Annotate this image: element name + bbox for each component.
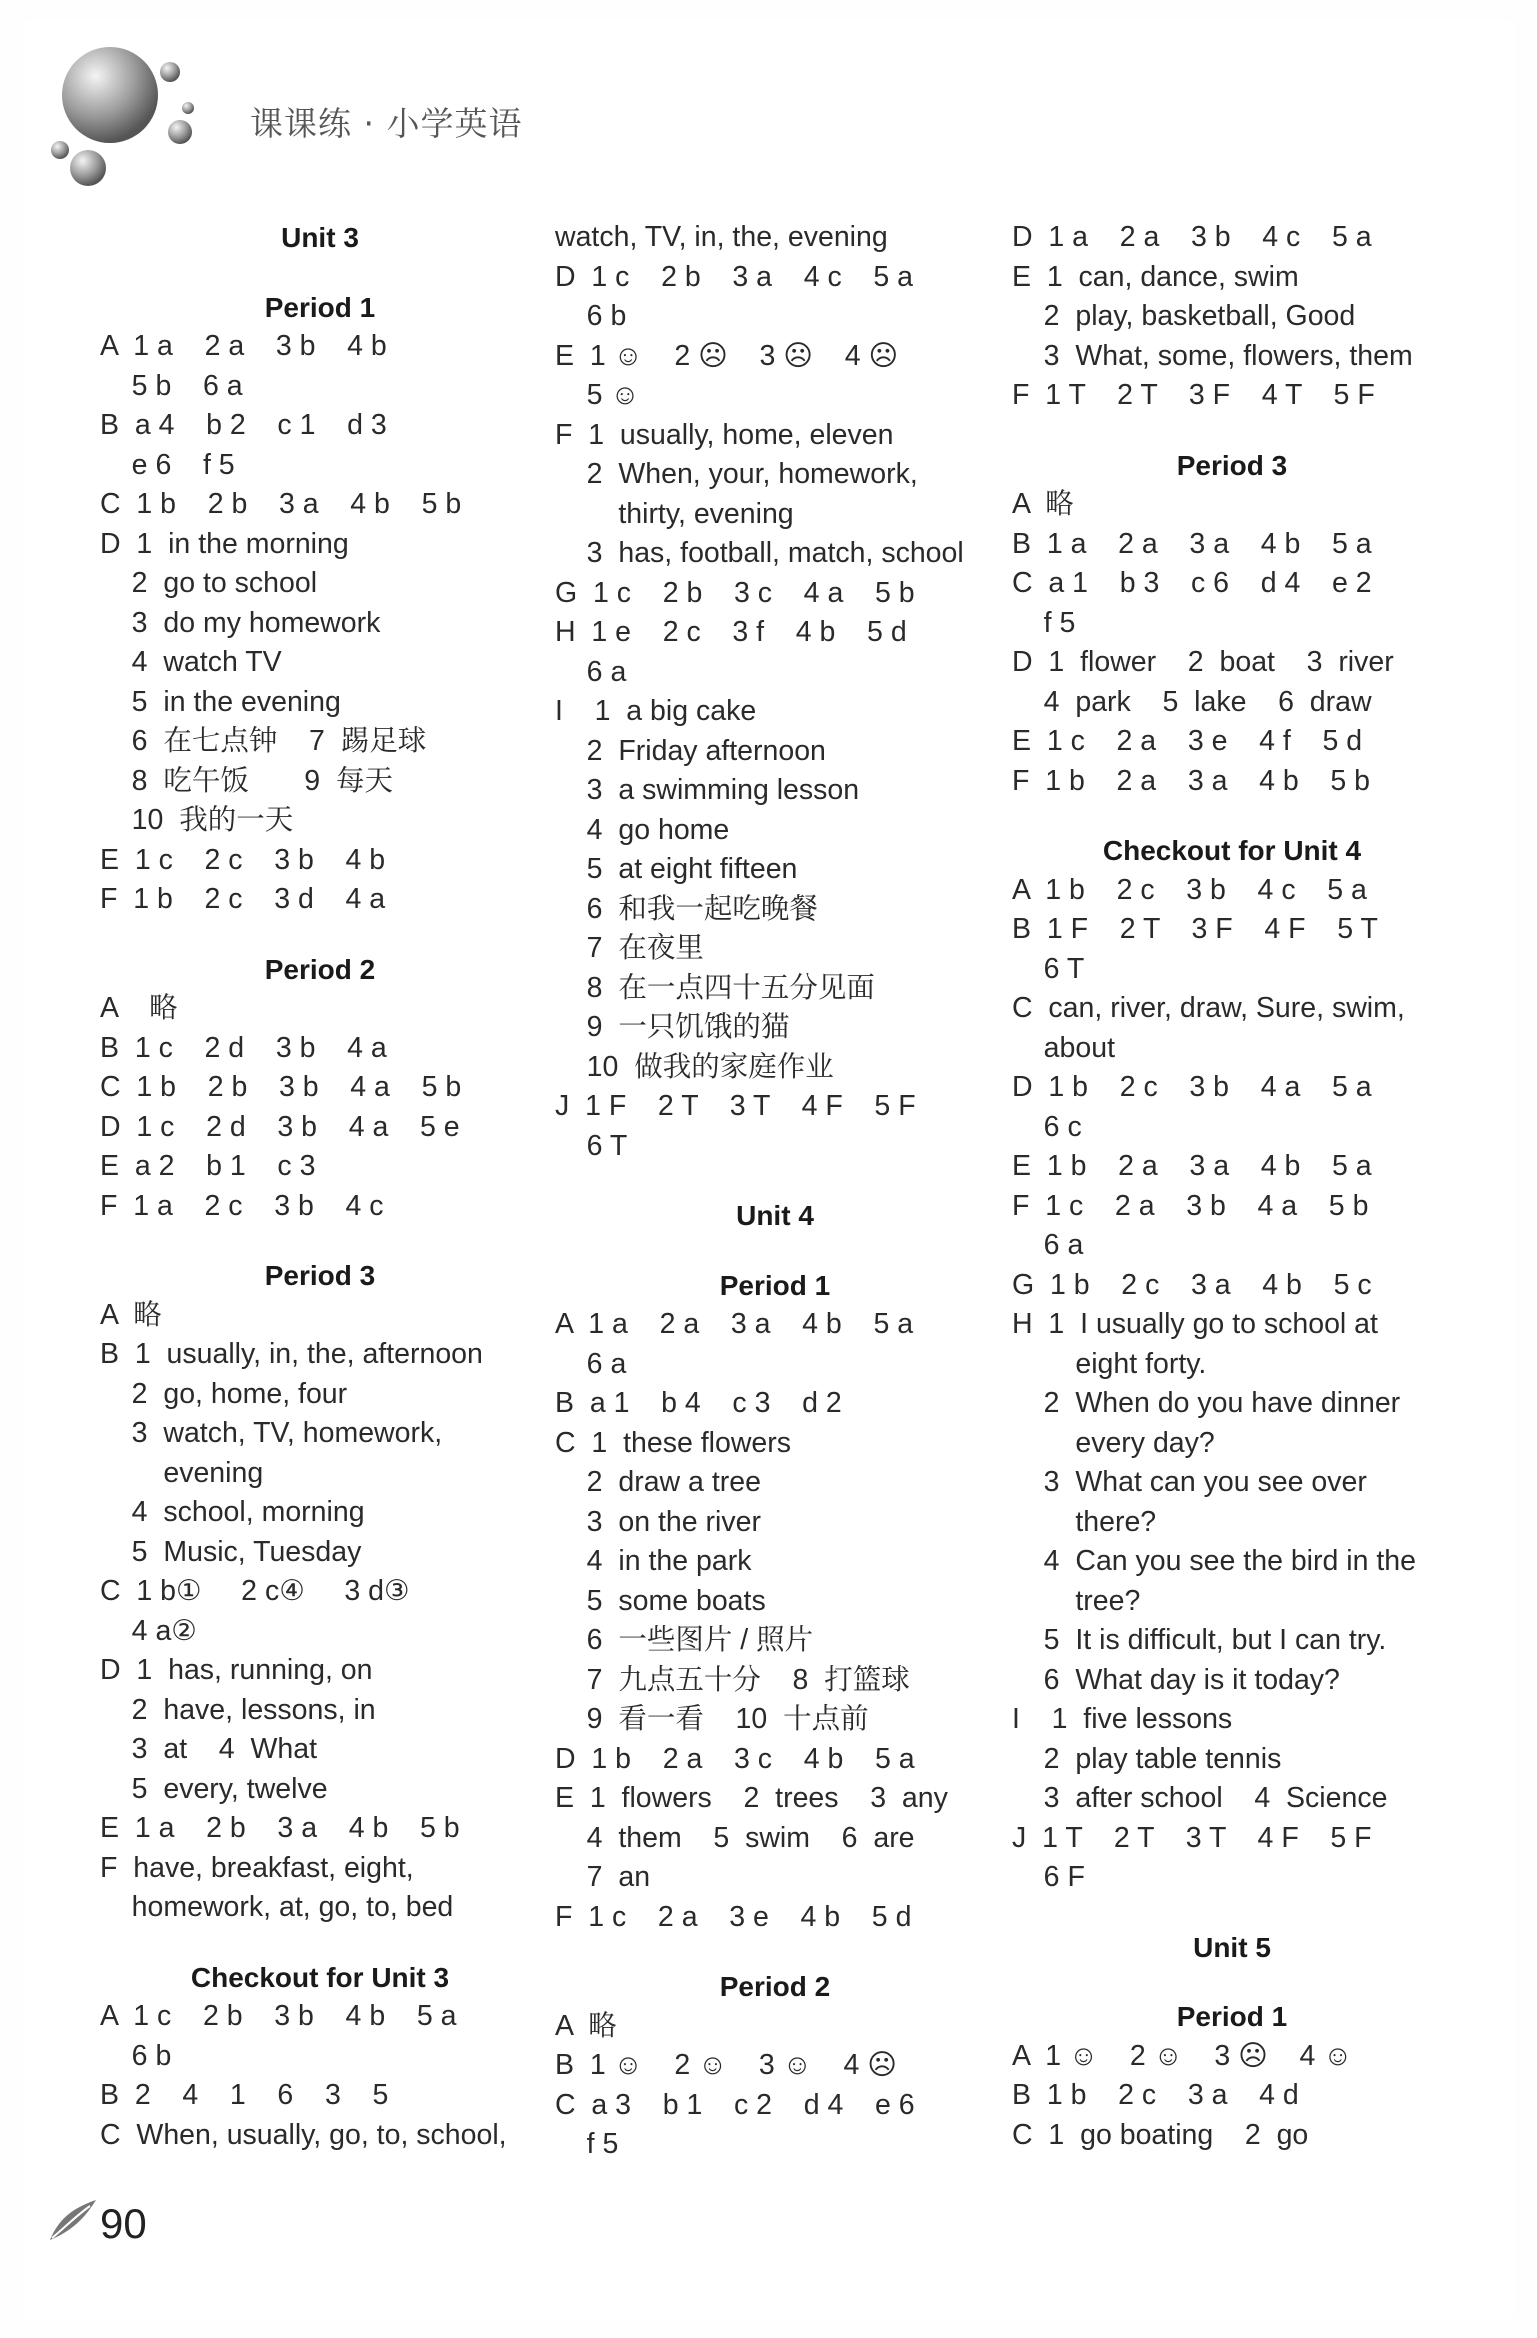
answer-line: E 1 can, dance, swim	[1012, 260, 1299, 293]
answer-line: C 1 b 2 b 3 a 4 b 5 b	[100, 488, 462, 520]
answer-line: 4 in the park	[555, 1545, 752, 1577]
section-heading: Period 2	[264, 953, 376, 985]
answer-line: B a 4 b 2 c 1 d 3	[100, 409, 387, 441]
answer-line: D 1 flower 2 boat 3 river	[1012, 646, 1394, 678]
answer-line: 6 T	[555, 1129, 628, 1162]
answer-line: 9 看一看 10 十点前	[555, 1703, 869, 1735]
answer-line: 6 和我一起吃晚餐	[555, 892, 818, 925]
section-gap	[1012, 416, 1452, 446]
answer-line: A 略	[555, 2009, 617, 2042]
section-gap	[100, 920, 540, 950]
answer-line: D 1 in the morning	[100, 527, 349, 560]
answer-line: thirty, evening	[555, 497, 794, 530]
answer-line: eight forty.	[1012, 1347, 1207, 1380]
answer-line: F 1 c 2 a 3 b 4 a 5 b	[1012, 1189, 1369, 1222]
answer-line: 2 go, home, four	[100, 1377, 348, 1410]
answer-line: C When, usually, go, to, school,	[100, 2118, 507, 2151]
page-number: 90	[100, 2200, 147, 2247]
answer-line: 6 在七点钟 7 踢足球	[100, 725, 427, 757]
answer-line: 6 What day is it today?	[1012, 1663, 1340, 1696]
answer-line: 7 九点五十分 8 打篮球	[555, 1663, 910, 1696]
section-gap	[1012, 801, 1452, 831]
answer-line: B 1 ☺ 2 ☺ 3 ☺ 4 ☹	[555, 2049, 897, 2081]
answer-line: 2 play table tennis	[1012, 1742, 1282, 1775]
answer-line: E 1 a 2 b 3 a 4 b 5 b	[100, 1812, 460, 1844]
answer-line: A 1 c 2 b 3 b 4 b 5 a	[100, 2000, 457, 2032]
answer-line: H 1 e 2 c 3 f 4 b 5 d	[555, 616, 907, 648]
answer-line: about	[1012, 1031, 1115, 1064]
section-gap	[100, 1928, 540, 1958]
answer-line: 2 When do you have dinner	[1012, 1387, 1401, 1419]
answer-line: A 1 a 2 a 3 a 4 b 5 a	[555, 1308, 914, 1340]
answer-line: D 1 b 2 a 3 c 4 b 5 a	[555, 1742, 915, 1775]
answer-line: 5 at eight fifteen	[555, 853, 798, 885]
answer-line: 4 Can you see the bird in the	[1012, 1545, 1416, 1577]
answer-line: B 2 4 1 6 3 5	[100, 2079, 389, 2111]
leaf-icon	[46, 2190, 102, 2246]
bubbles-decoration	[30, 40, 210, 200]
answer-line: F 1 b 2 c 3 d 4 a	[100, 883, 386, 915]
answer-line: E 1 flowers 2 trees 3 any	[555, 1782, 948, 1814]
section-gap	[1012, 1967, 1452, 1997]
answer-line: 3 do my homework	[100, 606, 381, 639]
answer-line: F 1 T 2 T 3 F 4 T 5 F	[1012, 379, 1375, 411]
answer-line: E 1 ☺ 2 ☹ 3 ☹ 4 ☹	[555, 339, 899, 372]
answer-line: tree?	[1012, 1584, 1141, 1617]
answer-line: D 1 c 2 b 3 a 4 c 5 a	[555, 260, 914, 293]
answer-line: 4 them 5 swim 6 are	[555, 1821, 915, 1854]
section-heading: Unit 3	[281, 222, 359, 253]
section-heading: Unit 4	[736, 1200, 814, 1231]
answer-line: 6 b	[555, 300, 627, 332]
answer-line: homework, at, go, to, bed	[100, 1891, 454, 1923]
answer-line: 4 go home	[555, 813, 730, 846]
answer-line: evening	[100, 1456, 264, 1489]
answer-line: 3 a swimming lesson	[555, 774, 860, 806]
answer-line: E 1 c 2 c 3 b 4 b	[100, 843, 386, 876]
answer-line: D 1 a 2 a 3 b 4 c 5 a	[1012, 221, 1372, 253]
answer-line: 6 T	[1012, 952, 1085, 985]
answer-line: 7 an	[555, 1861, 651, 1893]
answer-line: I 1 five lessons	[1012, 1703, 1233, 1735]
answer-line: 2 When, your, homework,	[555, 458, 918, 490]
answer-line: H 1 I usually go to school at	[1012, 1308, 1378, 1340]
answer-line: A 略	[100, 992, 178, 1024]
answer-line: 3 What, some, flowers, them	[1012, 339, 1413, 372]
answer-column-3	[1012, 218, 1452, 2155]
answer-line: A 1 a 2 a 3 b 4 b	[100, 330, 387, 362]
answer-column-2	[555, 218, 995, 2165]
answer-line: 5 It is difficult, but I can try.	[1012, 1624, 1387, 1656]
answer-line: D 1 c 2 d 3 b 4 a 5 e	[100, 1110, 460, 1143]
answer-line: A 略	[1012, 488, 1074, 520]
section-heading: Period 1	[1176, 2001, 1288, 2032]
section-heading: Unit 5	[1193, 1931, 1271, 1963]
answer-line: D 1 has, running, on	[100, 1654, 373, 1686]
section-gap	[555, 1166, 995, 1196]
answer-line: 10 做我的家庭作业	[555, 1050, 834, 1083]
answer-line: B 1 a 2 a 3 a 4 b 5 a	[1012, 527, 1372, 560]
section-gap	[1012, 1898, 1452, 1928]
book-title: 课课练 · 小学英语	[250, 104, 523, 143]
section-heading: Checkout for Unit 3	[190, 1961, 450, 1993]
answer-line: A 1 ☺ 2 ☺ 3 ☹ 4 ☺	[1012, 2039, 1353, 2072]
answer-line: 2 draw a tree	[555, 1466, 761, 1498]
answer-line: F 1 c 2 a 3 e 4 b 5 d	[555, 1900, 912, 1933]
answer-line: A 略	[100, 1298, 162, 1331]
answer-line: E 1 b 2 a 3 a 4 b 5 a	[1012, 1150, 1372, 1182]
answer-line: 6 c	[1012, 1110, 1082, 1143]
section-heading: Period 1	[719, 1269, 831, 1301]
section-heading: Period 2	[719, 1971, 831, 2002]
section-gap	[100, 258, 540, 288]
answer-line: 4 park 5 lake 6 draw	[1012, 685, 1372, 718]
answer-line: 6 a	[555, 655, 627, 688]
answer-line: G 1 c 2 b 3 c 4 a 5 b	[555, 576, 915, 609]
answer-line: 4 school, morning	[100, 1496, 365, 1528]
section-gap	[100, 1226, 540, 1256]
answer-line: e 6 f 5	[100, 448, 235, 481]
answer-line: B 1 usually, in, the, afternoon	[100, 1338, 483, 1370]
answer-column-1	[100, 218, 540, 2155]
answer-line: F 1 a 2 c 3 b 4 c	[100, 1189, 384, 1222]
answer-line: 3 watch, TV, homework,	[100, 1417, 443, 1449]
answer-line: 2 have, lessons, in	[100, 1693, 376, 1726]
answer-line: 8 在一点四十五分见面	[555, 971, 875, 1004]
answer-line: C 1 these flowers	[555, 1426, 792, 1459]
answer-line: C a 3 b 1 c 2 d 4 e 6	[555, 2088, 915, 2121]
answer-line: C a 1 b 3 c 6 d 4 e 2	[1012, 567, 1372, 599]
answer-line: 3 on the river	[555, 1505, 761, 1538]
answer-line: F 1 b 2 a 3 a 4 b 5 b	[1012, 764, 1371, 797]
answer-line: 10 我的一天	[100, 804, 294, 836]
answer-line: f 5	[555, 2128, 619, 2160]
section-heading: Period 3	[264, 1260, 376, 1291]
answer-line: 4 a②	[100, 1614, 197, 1647]
answer-line: C 1 b 2 b 3 b 4 a 5 b	[100, 1071, 462, 1103]
answer-line: 3 after school 4 Science	[1012, 1782, 1388, 1814]
answer-line: 6 F	[1012, 1861, 1085, 1893]
answer-line: 3 has, football, match, school	[555, 537, 964, 569]
answer-line: 6 b	[100, 2039, 172, 2072]
answer-line: J 1 F 2 T 3 T 4 F 5 F	[555, 1090, 916, 1122]
answer-line: 2 play, basketball, Good	[1012, 300, 1356, 332]
answer-line: C 1 b① 2 c④ 3 d③	[100, 1575, 410, 1607]
answer-line: 7 在夜里	[555, 932, 704, 964]
answer-line: there?	[1012, 1505, 1157, 1538]
answer-line: 2 go to school	[100, 567, 318, 599]
answer-line: B 1 b 2 c 3 a 4 d	[1012, 2079, 1299, 2111]
answer-line: 5 in the evening	[100, 685, 341, 718]
section-heading: Period 1	[264, 291, 376, 323]
answer-line: C 1 go boating 2 go	[1012, 2118, 1309, 2151]
answer-line: 5 some boats	[555, 1584, 766, 1617]
section-heading: Period 3	[1176, 449, 1288, 481]
answer-line: 6 a	[1012, 1229, 1084, 1261]
answer-line: every day?	[1012, 1426, 1215, 1459]
answer-line: f 5	[1012, 606, 1076, 639]
answer-line: 3 at 4 What	[100, 1733, 318, 1765]
answer-line: 6 一些图片 / 照片	[555, 1624, 814, 1656]
section-heading: Checkout for Unit 4	[1102, 835, 1362, 866]
answer-line: 5 b 6 a	[100, 369, 243, 402]
answer-line: 6 a	[555, 1347, 627, 1380]
answer-line: I 1 a big cake	[555, 695, 757, 727]
answer-line: 5 Music, Tuesday	[100, 1535, 362, 1568]
answer-line: C can, river, draw, Sure, swim,	[1012, 992, 1405, 1024]
answer-line: 8 吃午饭 9 每天	[100, 764, 393, 797]
answer-line: F have, breakfast, eight,	[100, 1851, 414, 1884]
answer-line: 4 watch TV	[100, 646, 282, 678]
answer-line: watch, TV, in, the, evening	[555, 221, 888, 253]
answer-line: J 1 T 2 T 3 T 4 F 5 F	[1012, 1821, 1372, 1854]
answer-line: 9 一只饥饿的猫	[555, 1011, 790, 1043]
answer-line: F 1 usually, home, eleven	[555, 418, 894, 451]
answer-line: A 1 b 2 c 3 b 4 c 5 a	[1012, 873, 1367, 906]
answer-line: G 1 b 2 c 3 a 4 b 5 c	[1012, 1268, 1372, 1301]
answer-line: 5 ☺	[555, 379, 640, 411]
answer-line: B 1 c 2 d 3 b 4 a	[100, 1031, 387, 1064]
answer-line: 5 every, twelve	[100, 1772, 328, 1805]
answer-line: B 1 F 2 T 3 F 4 F 5 T	[1012, 913, 1378, 945]
section-gap	[555, 1937, 995, 1967]
answer-line: E 1 c 2 a 3 e 4 f 5 d	[1012, 725, 1363, 757]
answer-line: 3 What can you see over	[1012, 1466, 1367, 1498]
section-gap	[555, 1236, 995, 1266]
answer-line: E a 2 b 1 c 3	[100, 1150, 316, 1182]
answer-line: D 1 b 2 c 3 b 4 a 5 a	[1012, 1071, 1372, 1103]
answer-line: B a 1 b 4 c 3 d 2	[555, 1387, 842, 1419]
answer-line: 2 Friday afternoon	[555, 734, 826, 767]
